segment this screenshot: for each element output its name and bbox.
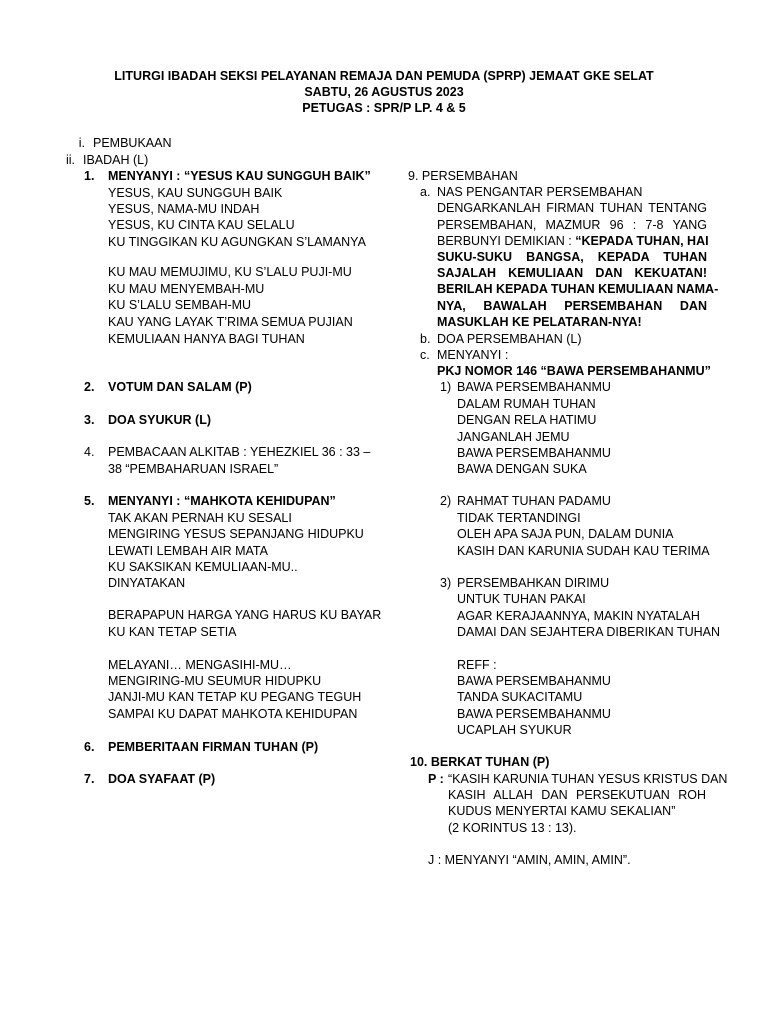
lyric-line: YESUS, NAMA-MU INDAH — [108, 202, 260, 216]
blessing-line: KUDUS MENYERTAI KAMU SEKALIAN” — [448, 804, 676, 818]
lyric-line: SAMPAI KU DAPAT MAHKOTA KEHIDUPAN — [108, 707, 358, 721]
verse-num-2: 2) — [440, 494, 452, 508]
lyric-line: LEWATI LEMBAH AIR MATA — [108, 544, 268, 558]
item-title-6: PEMBERITAAN FIRMAN TUHAN (P) — [108, 740, 319, 754]
lyric-line: KU TINGGIKAN KU AGUNGKAN S’LAMANYA — [108, 235, 366, 249]
lyric-line: KU S’LALU SEMBAH-MU — [108, 298, 252, 312]
item-num-7: 7. — [84, 772, 95, 786]
lyric-line: BAWA PERSEMBAHANMU — [457, 446, 611, 460]
item-title-5: MENYANYI : “MAHKOTA KEHIDUPAN” — [108, 494, 336, 508]
item-num-4: 4. — [84, 445, 95, 459]
lyric-line: PERSEMBAHKAN DIRIMU — [457, 576, 610, 590]
verse-num-3: 3) — [440, 576, 452, 590]
item-title-9: 9. PERSEMBAHAN — [408, 169, 518, 183]
lyric-line: TIDAK TERTANDINGI — [457, 511, 581, 525]
item-num-6: 6. — [84, 740, 95, 754]
item-num-2: 2. — [84, 380, 95, 394]
lyric-line: BAWA DENGAN SUKA — [457, 462, 587, 476]
item-title-7: DOA SYAFAAT (P) — [108, 772, 216, 786]
verse-num-1: 1) — [440, 380, 452, 394]
item-title-1: MENYANYI : “YESUS KAU SUNGGUH BAIK” — [108, 169, 371, 183]
lyric-line: MENGIRING-MU SEUMUR HIDUPKU — [108, 674, 322, 688]
nas-quote-start: “KEPADA TUHAN, HAI — [575, 234, 709, 248]
section-worship: IBADAH (L) — [83, 153, 149, 167]
song-title: PKJ NOMOR 146 “BAWA PERSEMBAHANMU” — [437, 364, 711, 378]
nas-line — [437, 233, 707, 249]
roman-num-1: i. — [78, 136, 85, 150]
lyric-line: KAU YANG LAYAK T’RIMA SEMUA PUJIAN — [108, 315, 353, 329]
item-title-2: VOTUM DAN SALAM (P) — [108, 380, 252, 394]
lyric-line: MELAYANI… MENGASIHI-MU… — [108, 658, 292, 672]
item-title-4: PEMBACAAN ALKITAB : YEHEZKIEL 36 : 33 – — [108, 445, 371, 459]
nas-quote-line: SAJALAH KEMULIAAN DAN KEKUATAN! — [437, 266, 707, 280]
item-title-4-cont: 38 “PEMBAHARUAN ISRAEL” — [108, 462, 279, 476]
lyric-line: KU SAKSIKAN KEMULIAAN-MU.. — [108, 560, 298, 574]
sub-title-b: DOA PERSEMBAHAN (L) — [437, 332, 582, 346]
reff-label: REFF : — [457, 658, 497, 672]
lyric-line: OLEH APA SAJA PUN, DALAM DUNIA — [457, 527, 674, 541]
lyric-line: JANGANLAH JEMU — [457, 430, 570, 444]
lyric-line: UCAPLAH SYUKUR — [457, 723, 572, 737]
lyric-line: KEMULIAAN HANYA BAGI TUHAN — [108, 332, 305, 346]
lyric-line: BAWA PERSEMBAHANMU — [457, 674, 611, 688]
lyric-line: BAWA PERSEMBAHANMU — [457, 380, 611, 394]
nas-quote-line: NYA, BAWALAH PERSEMBAHAN DAN — [437, 299, 707, 313]
nas-line: DENGARKANLAH FIRMAN TUHAN TENTANG — [437, 201, 707, 215]
item-num-3: 3. — [84, 413, 95, 427]
lyric-line: KASIH DAN KARUNIA SUDAH KAU TERIMA — [457, 544, 710, 558]
item-num-1: 1. — [84, 169, 95, 183]
lyric-line: RAHMAT TUHAN PADAMU — [457, 494, 611, 508]
sub-title-a: NAS PENGANTAR PERSEMBAHAN — [437, 185, 643, 199]
doc-date: SABTU, 26 AGUSTUS 2023 — [304, 85, 464, 99]
section-opening: PEMBUKAAN — [93, 136, 172, 150]
lyric-line: UNTUK TUHAN PAKAI — [457, 592, 586, 606]
lyric-line: KU MAU MENYEMBAH-MU — [108, 282, 265, 296]
lyric-line: JANJI-MU KAN TETAP KU PEGANG TEGUH — [108, 690, 362, 704]
lyric-line: DALAM RUMAH TUHAN — [457, 397, 596, 411]
lyric-line: DENGAN RELA HATIMU — [457, 413, 597, 427]
lyric-line: DINYATAKAN — [108, 576, 186, 590]
blessing-line: KASIH ALLAH DAN PERSEKUTUAN ROH — [448, 788, 706, 802]
item-title-3: DOA SYUKUR (L) — [108, 413, 212, 427]
nas-quote-line: MASUKLAH KE PELATARAN-NYA! — [437, 315, 642, 329]
item-num-5: 5. — [84, 494, 95, 508]
nas-line: PERSEMBAHAN, MAZMUR 96 : 7-8 YANG — [437, 218, 707, 232]
nas-quote-line: SUKU-SUKU BANGSA, KEPADA TUHAN — [437, 250, 707, 264]
lyric-line: YESUS, KAU SUNGGUH BAIK — [108, 186, 283, 200]
blessing-line: “KASIH KARUNIA TUHAN YESUS KRISTUS DAN — [448, 772, 728, 786]
sub-label-a: a. — [420, 185, 431, 199]
sub-label-b: b. — [420, 332, 431, 346]
item-title-10: 10. BERKAT TUHAN (P) — [410, 755, 550, 769]
lyric-line: KU MAU MEMUJIMU, KU S’LALU PUJI-MU — [108, 265, 352, 279]
lyric-line: AGAR KERAJAANNYA, MAKIN NYATALAH — [457, 609, 700, 623]
lyric-line: BAWA PERSEMBAHANMU — [457, 707, 611, 721]
lyric-line: TAK AKAN PERNAH KU SESALI — [108, 511, 292, 525]
lyric-line: MENGIRING YESUS SEPANJANG HIDUPKU — [108, 527, 364, 541]
lyric-line: DAMAI DAN SEJAHTERA DIBERIKAN TUHAN — [457, 625, 721, 639]
lyric-line: YESUS, KU CINTA KAU SELALU — [108, 218, 295, 232]
lyric-line: TANDA SUKACITAMU — [457, 690, 583, 704]
blessing-label-p: P : — [428, 772, 444, 786]
nas-quote-line: BERILAH KEPADA TUHAN KEMULIAAN NAMA- — [437, 282, 719, 296]
nas-intro: BERBUNYI DEMIKIAN : — [437, 234, 576, 248]
roman-num-2: ii. — [65, 153, 75, 167]
doc-officers: PETUGAS : SPR/P LP. 4 & 5 — [302, 101, 466, 115]
closing-response: J : MENYANYI “AMIN, AMIN, AMIN”. — [428, 853, 631, 867]
lyric-line: KU KAN TETAP SETIA — [108, 625, 237, 639]
doc-title: LITURGI IBADAH SEKSI PELAYANAN REMAJA DAN PEMUDA (SPRP) JEMAAT GKE SELAT — [114, 69, 654, 83]
sub-title-c: MENYANYI : — [437, 348, 509, 362]
blessing-line: (2 KORINTUS 13 : 13). — [448, 821, 577, 835]
sub-label-c: c. — [420, 348, 430, 362]
lyric-line: BERAPAPUN HARGA YANG HARUS KU BAYAR — [108, 608, 382, 622]
